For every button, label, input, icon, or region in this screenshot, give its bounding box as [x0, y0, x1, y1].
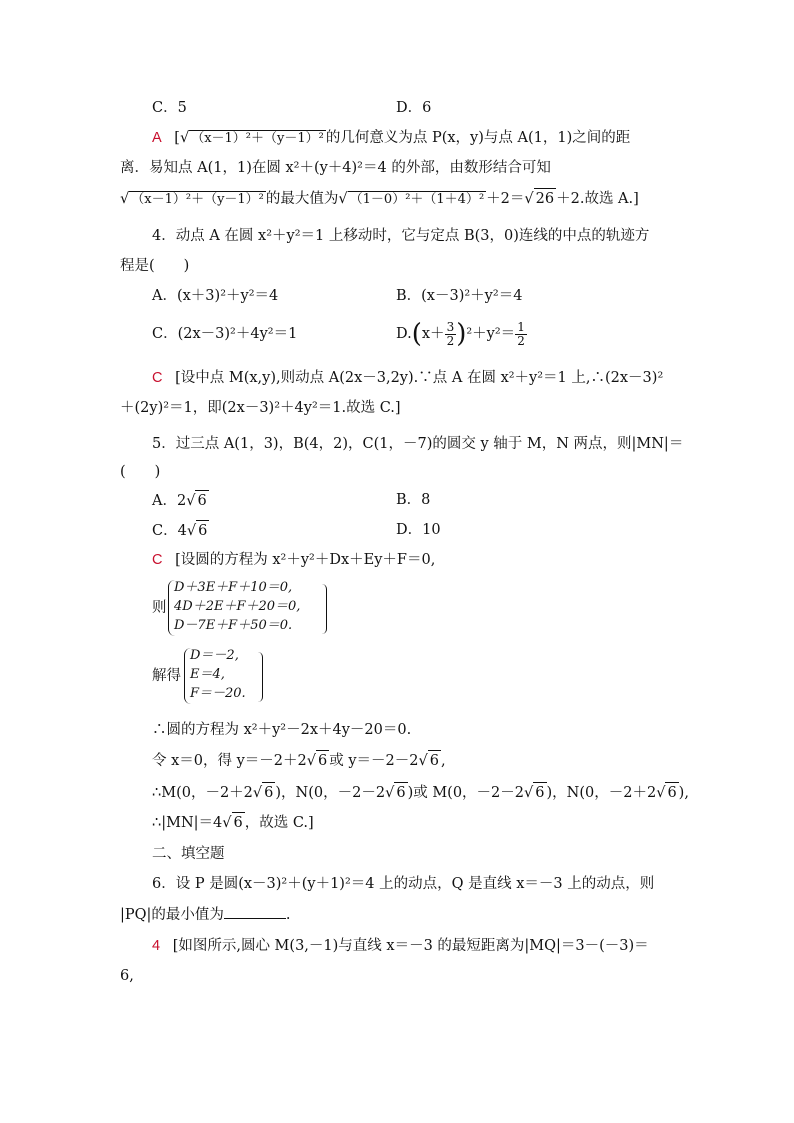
system-1-eq-1: D＋3E＋F＋10＝0,	[174, 580, 293, 595]
system-1-eq-3: D－7E＋F＋50＝0.	[174, 618, 293, 633]
q5-option-b: B．8	[396, 492, 431, 508]
section-title: 二、填空题	[152, 846, 225, 862]
q5-answer-line-1: C [设圆的方程为 x²＋y²＋Dx＋Ey＋F＝0,	[152, 552, 436, 568]
system-2-eq-1: D＝－2,	[190, 648, 239, 663]
circle-equation: ∴圆的方程为 x²＋y²－2x＋4y－20＝0.	[152, 722, 412, 738]
answer-blank	[224, 904, 286, 919]
system-2-eq-2: E＝4,	[190, 667, 225, 682]
q4-answer-line-2: ＋(2y)²＝1，即(2x－3)²＋4y²＝1.故选 C.]	[120, 400, 401, 416]
mn-final-line: ∴|MN|＝4√ 6 ，故选 C.]	[152, 812, 314, 833]
q4-option-a: A．(x＋3)²＋y²＝4	[152, 288, 279, 304]
right-paren	[322, 584, 327, 634]
mn-points-line: ∴M(0，－2＋2√ 6 )，N(0，－2－2√ 6 )或 M(0，－2－2√ 6 )，N(0，－2＋2√ 6 ),	[152, 782, 689, 803]
q3-answer-letter: A	[152, 130, 162, 146]
fraction: $\frac{1}{2}$	[517, 319, 525, 348]
q6-stem-line-1: 6．设 P 是圆(x－3)²＋(y＋1)²＝4 上的动点，Q 是直线 x＝－3 上的动点，则	[152, 876, 655, 892]
q5-option-c: C．4√ 6	[152, 520, 209, 541]
q6-stem-line-2: |PQ|的最小值为 .	[120, 904, 291, 925]
q6-answer-line-1: 4 [如图所示,圆心 M(3,－1)与直线 x＝－3 的最短距离为|MQ|＝3－(－3)＝	[152, 938, 649, 954]
system-1-eq-2: 4D＋2E＋F＋20＝0,	[174, 599, 301, 614]
q3-answer-line-1: A [√ （x－1）²＋（y－1）² 的几何意义为点 P(x，y)与点 A(1，1)之间的距	[152, 130, 631, 146]
q4-option-c: C．(2x－3)²＋4y²＝1	[152, 326, 298, 342]
q5-answer-letter: C	[152, 552, 163, 568]
q4-option-d: D.(x＋ $\frac{3}{2}$ )²＋y²＝ $\frac{1}{2}$	[396, 319, 525, 349]
q4-answer-letter: C	[152, 370, 163, 386]
q5-option-a: A．2√ 6	[152, 490, 209, 511]
q3-answer-line-2: 离．易知点 A(1，1)在圆 x²＋(y＋4)²＝4 的外部，由数形结合可知	[120, 160, 551, 176]
q4-stem-line-1: 4．动点 A 在圆 x²＋y²＝1 上移动时，它与定点 B(3，0)连线的中点的轨迹方	[152, 228, 650, 244]
then-label: 则	[152, 600, 167, 616]
solve-label: 解得	[152, 668, 181, 684]
q4-stem-line-2: 程是( )	[120, 258, 190, 274]
q4-option-b: B．(x－3)²＋y²＝4	[396, 288, 523, 304]
q3-answer-line-3: √ （x－1）²＋（y－1）² 的最大值为√ （1－0）²＋（1＋4）² ＋2＝√ 26 ＋2.故选 A.]	[120, 188, 639, 209]
q6-answer-letter: 4	[152, 938, 161, 954]
q5-stem-line-2: ( )	[120, 464, 161, 480]
q3-option-d: D．6	[396, 100, 432, 116]
right-paren	[258, 652, 263, 702]
fraction: $\frac{3}{2}$	[446, 319, 455, 348]
q6-answer-line-2: 6,	[120, 968, 134, 984]
q5-stem-line-1: 5．过三点 A(1，3)，B(4，2)，C(1，－7)的圆交 y 轴于 M，N 两点，则|MN|＝	[152, 436, 684, 452]
q4-answer-line-1: C [设中点 M(x,y),则动点 A(2x－3,2y).∵点 A 在圆 x²＋y²＝1 上,∴(2x－3)²	[152, 370, 664, 386]
let-x-line: 令 x＝0，得 y＝－2＋2√ 6 或 y＝－2－2√ 6 ,	[152, 750, 446, 771]
q3-option-c: C．5	[152, 100, 187, 116]
q5-option-d: D．10	[396, 522, 441, 538]
system-2-eq-3: F＝－20.	[190, 686, 246, 701]
